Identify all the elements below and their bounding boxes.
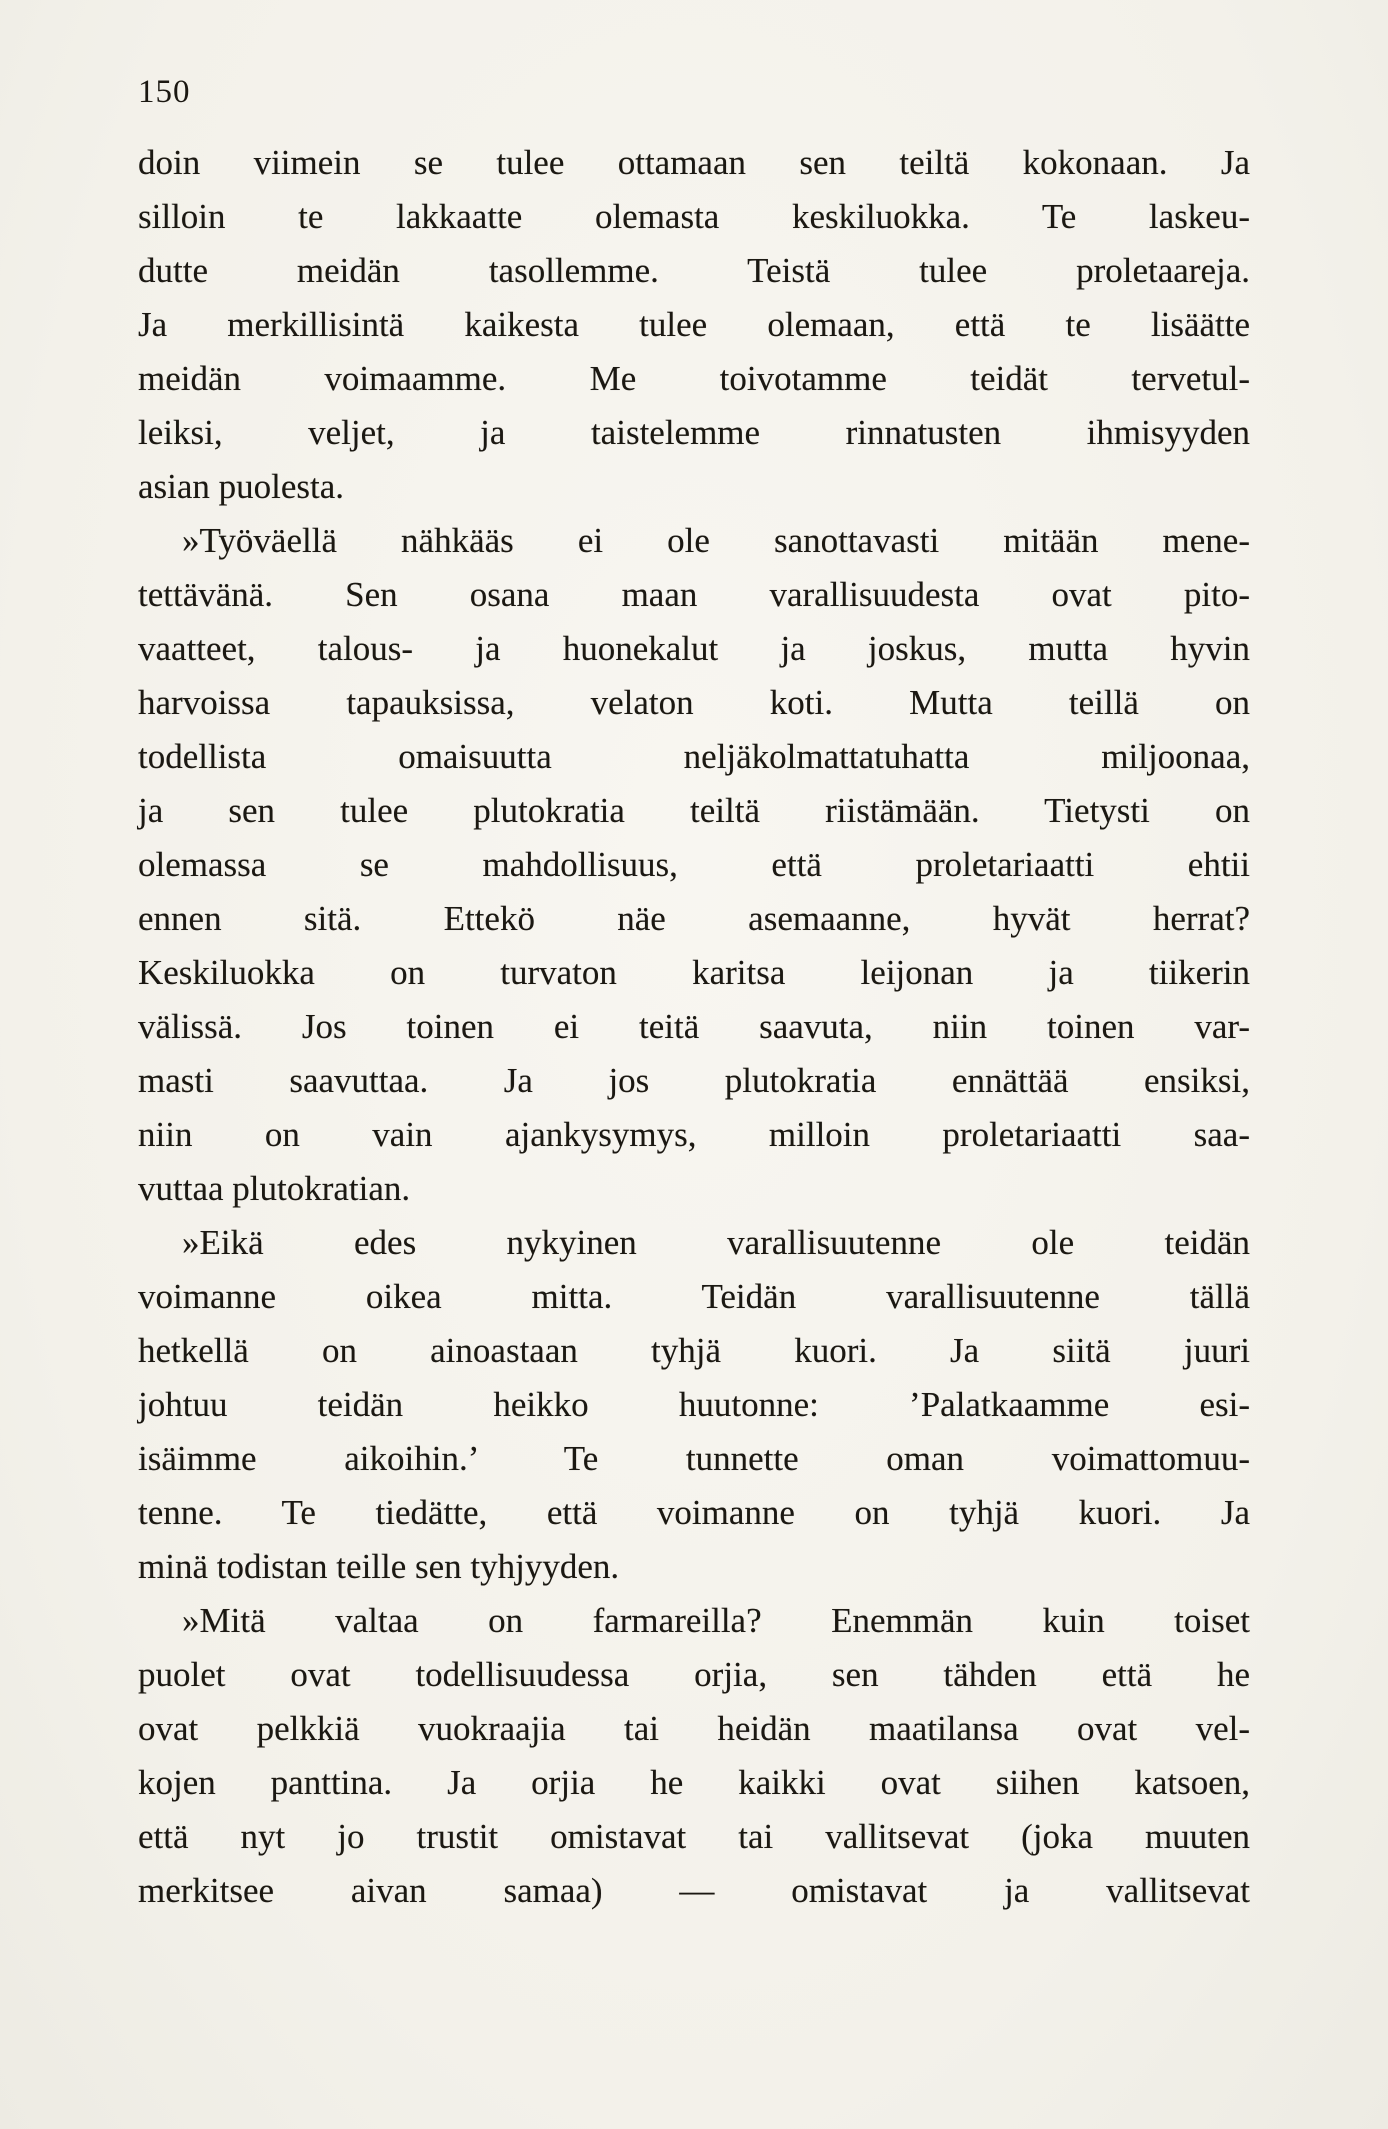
text-line: »Mitä valtaa on farmareilla? Enemmän kuin toiset	[182, 1601, 1250, 1640]
text-line: Ja merkillisintä kaikesta tulee olemaan, että te lisäätte	[138, 305, 1250, 344]
paragraph	[138, 1216, 1250, 1594]
page-text	[138, 136, 1250, 1918]
text-line: todellista omaisuutta neljäkolmattatuhatta miljoonaa,	[138, 737, 1250, 776]
text-line: olemassa se mahdollisuus, että proletariaatti ehtii	[138, 845, 1250, 884]
paragraph	[138, 1594, 1250, 1918]
text-line: minä todistan teille sen tyhjyyden.	[138, 1547, 620, 1586]
text-line: meidän voimaamme. Me toivotamme teidät tervetul-	[138, 359, 1250, 398]
text-line: silloin te lakkaatte olemasta keskiluokka. Te laskeu-	[138, 197, 1250, 236]
text-line: välissä. Jos toinen ei teitä saavuta, niin toinen var-	[138, 1007, 1250, 1046]
text-line: doin viimein se tulee ottamaan sen teiltä kokonaan. Ja	[138, 143, 1250, 182]
text-line: ennen sitä. Ettekö näe asemaanne, hyvät herrat?	[138, 899, 1250, 938]
text-line: kojen panttina. Ja orjia he kaikki ovat siihen katsoen,	[138, 1763, 1250, 1802]
text-line: että nyt jo trustit omistavat tai vallitsevat (joka muuten	[138, 1817, 1250, 1856]
text-line: dutte meidän tasollemme. Teistä tulee proletaareja.	[138, 251, 1250, 290]
page-number: 150	[138, 74, 191, 110]
text-line: »Työväellä nähkääs ei ole sanottavasti mitään mene-	[182, 521, 1250, 560]
text-line: tettävänä. Sen osana maan varallisuudesta ovat pito-	[138, 575, 1250, 614]
text-line: isäimme aikoihin.’ Te tunnette oman voimattomuu-	[138, 1439, 1250, 1478]
paragraph	[138, 514, 1250, 1216]
text-line: merkitsee aivan samaa) — omistavat ja vallitsevat	[138, 1871, 1250, 1910]
text-line: harvoissa tapauksissa, velaton koti. Mutta teillä on	[138, 683, 1250, 722]
text-line: asian puolesta.	[138, 467, 345, 506]
text-line: puolet ovat todellisuudessa orjia, sen tähden että he	[138, 1655, 1250, 1694]
text-line: niin on vain ajankysymys, milloin proletariaatti saa-	[138, 1115, 1250, 1154]
text-line: »Eikä edes nykyinen varallisuutenne ole teidän	[182, 1223, 1250, 1262]
text-line: vaatteet, talous- ja huonekalut ja joskus, mutta hyvin	[138, 629, 1250, 668]
text-line: leiksi, veljet, ja taistelemme rinnatusten ihmisyyden	[138, 413, 1250, 452]
text-line: masti saavuttaa. Ja jos plutokratia ennättää ensiksi,	[138, 1061, 1250, 1100]
text-line: Keskiluokka on turvaton karitsa leijonan ja tiikerin	[138, 953, 1250, 992]
text-line: ja sen tulee plutokratia teiltä riistämään. Tietysti on	[138, 791, 1250, 830]
text-line: ovat pelkkiä vuokraajia tai heidän maatilansa ovat vel-	[138, 1709, 1250, 1748]
text-line: vuttaa plutokratian.	[138, 1169, 411, 1208]
paragraph	[138, 136, 1250, 514]
text-line: johtuu teidän heikko huutonne: ’Palatkaamme esi-	[138, 1385, 1250, 1424]
text-line: tenne. Te tiedätte, että voimanne on tyhjä kuori. Ja	[138, 1493, 1250, 1532]
text-line: hetkellä on ainoastaan tyhjä kuori. Ja siitä juuri	[138, 1331, 1250, 1370]
text-line: voimanne oikea mitta. Teidän varallisuutenne tällä	[138, 1277, 1250, 1316]
